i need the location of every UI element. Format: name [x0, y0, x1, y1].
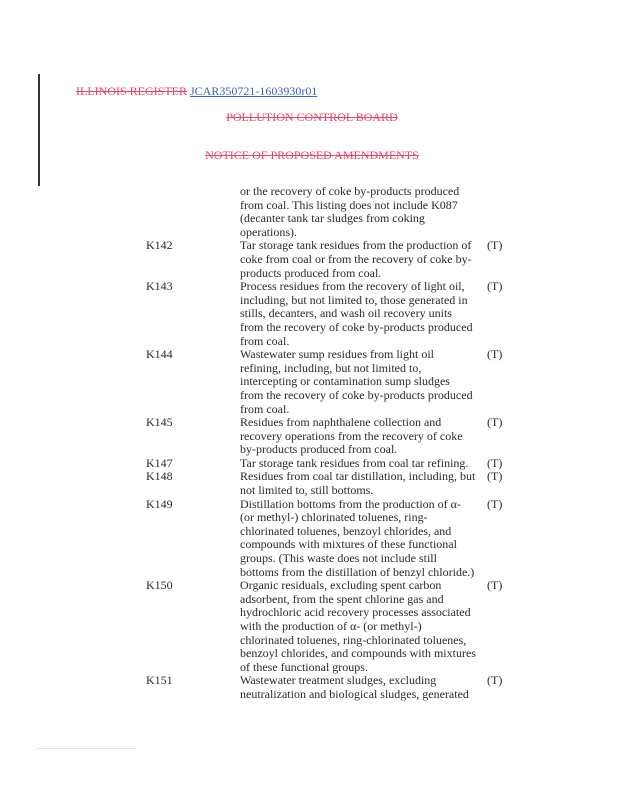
waste-description: Distillation bottoms from the production of α- (or methyl-) chlorinated toluenes, ring-chlorinated toluenes, benzoyl chlorides, and compounds with mixtures of these functional groups. (This waste does not include still bottoms from the distillation of benzyl chloride.) — [240, 496, 475, 579]
hazard-code: (T) — [487, 279, 503, 294]
waste-code: K151 — [146, 673, 173, 688]
register-header — [76, 84, 317, 98]
table-row — [0, 239, 624, 280]
hazard-code: (T) — [487, 238, 503, 253]
hazard-code: (T) — [487, 455, 503, 470]
jcar-reference: JCAR350721-1603930r01 — [190, 84, 318, 98]
waste-description: Tar storage tank residues from the production of coke from coal or from the recovery of coke by-products produced from coal. — [240, 238, 472, 280]
notice-header — [0, 148, 624, 162]
hazard-code: (T) — [487, 673, 503, 688]
hazardous-waste-table — [0, 185, 624, 702]
waste-description: Process residues from the recovery of light oil, including, but not limited to, those generated in stills, decanters, and wash oil recovery units from the recovery of coke by-products produced from coal. — [240, 279, 473, 348]
hazard-code: (T) — [487, 469, 503, 484]
waste-code: K145 — [146, 415, 173, 430]
waste-description: Residues from coal tar distillation, including, but not limited to, still bottoms. — [240, 469, 476, 498]
board-title-struck: POLLUTION CONTROL BOARD — [226, 110, 398, 124]
hazard-code: (T) — [487, 415, 503, 430]
table-row — [0, 457, 624, 471]
continuation-description: or the recovery of coke by-products produced from coal. This listing does not include K087 (decanter tank tar sludges from coking operations). — [240, 184, 460, 239]
table-row — [0, 498, 624, 580]
register-title-struck: ILLINOIS REGISTER — [76, 84, 187, 98]
waste-code: K149 — [146, 496, 173, 511]
waste-description: Wastewater treatment sludges, excluding neutralization and biological sludges, generated — [240, 673, 469, 701]
waste-code: K143 — [146, 279, 173, 294]
table-row — [0, 674, 624, 701]
waste-description: Wastewater sump residues from light oil refining, including, but not limited to, intercepting or contamination sump sludges from the recovery of coke by-products produced from coal. — [240, 347, 473, 416]
notice-title-struck: NOTICE OF PROPOSED AMENDMENTS — [205, 148, 419, 162]
revision-margin-bar — [38, 74, 40, 186]
table-row — [0, 416, 624, 457]
hazard-code: (T) — [487, 347, 503, 362]
table-row — [0, 470, 624, 497]
waste-description: Organic residuals, excluding spent carbon adsorbent, from the spent chlorine gas and hydrochloric acid recovery processes associated with the production of α- (or methyl-) chlorinated toluenes, ring-chlorinated toluenes, benzoyl chlorides, and compounds with mixtures of these functional groups. — [240, 578, 476, 674]
waste-code: K148 — [146, 469, 173, 484]
waste-code: K147 — [146, 455, 173, 470]
table-row — [0, 348, 624, 416]
hazard-code: (T) — [487, 578, 503, 593]
scan-artifact-line — [36, 748, 136, 749]
waste-code: K142 — [146, 238, 173, 253]
waste-code: K150 — [146, 578, 173, 593]
waste-description: Residues from naphthalene collection and recovery operations from the recovery of coke by-products produced from coal. — [240, 415, 463, 457]
waste-code: K144 — [146, 347, 173, 362]
continuation-entry — [0, 185, 624, 239]
table-row — [0, 280, 624, 348]
table-row — [0, 579, 624, 674]
waste-description: Tar storage tank residues from coal tar refining. — [240, 455, 469, 470]
hazard-code: (T) — [487, 496, 503, 511]
board-header — [0, 110, 624, 124]
